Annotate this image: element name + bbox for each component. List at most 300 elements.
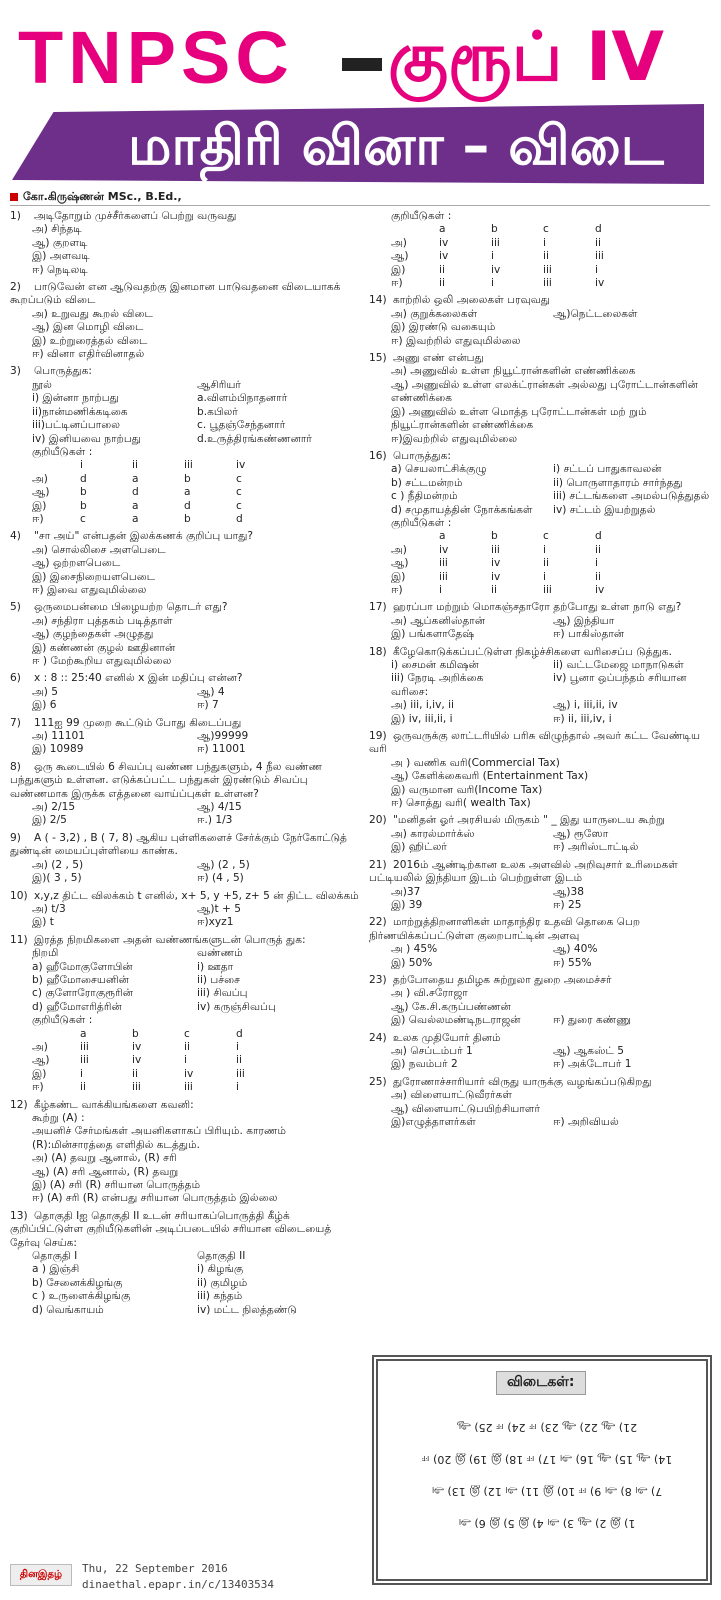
option: இ) வெல்லமண்டிநடராஜன் xyxy=(391,1014,521,1027)
code-cell: ii xyxy=(132,1067,138,1080)
code-cell: iii xyxy=(439,557,448,570)
question xyxy=(10,717,362,757)
code-grid xyxy=(369,223,715,290)
match-header: வண்ணம் xyxy=(197,947,243,960)
match-item: i) ஊதா xyxy=(197,960,234,973)
answer-title: விடைகள்: xyxy=(496,1371,586,1395)
option: இ) 2/5 xyxy=(32,814,67,827)
question-text: தொகுதி Iஐ தொகுதி II உடன் சரியாகப்பொருத்தி கீழ்க் குறிப்பிட்டுள்ள குறியீடுகளின் அடிப்படையில் சரியான விடையைத் தேர்வு செய்க: xyxy=(10,1209,332,1249)
code-cell: a xyxy=(132,512,139,525)
option: அ) விளையாட்டுவீரர்கள் xyxy=(391,1089,512,1102)
question-number: 20) xyxy=(369,814,387,827)
question-number: 5) xyxy=(10,601,21,614)
question xyxy=(10,761,362,828)
code-cell: b xyxy=(184,512,191,525)
publisher-logo: தினஇதழ் xyxy=(10,1564,72,1586)
question xyxy=(10,1210,362,1317)
question xyxy=(369,450,715,597)
question-text: கீழ்கண்ட வாக்கியங்களை கவனி: xyxy=(34,1098,194,1111)
option: ஆ)99999 xyxy=(197,730,249,743)
code-head: d xyxy=(595,223,602,236)
code-cell: d xyxy=(132,486,139,499)
footer-date: Thu, 22 September 2016 xyxy=(82,1562,228,1575)
question-text: ஒருவருக்கு லாட்டரியில் பரிசு விழுந்தால் அவர் கட்ட வேண்டிய வரி xyxy=(369,730,701,756)
option: ஈ)இவற்றில் எதுவுமில்லை xyxy=(391,432,518,445)
question-text: ஒருமைபன்மை பிழையற்ற தொடர் எது? xyxy=(34,601,228,614)
question-text: துரோணாச்சாரியார் விருது யாருக்கு வழங்கப்படுகிறது xyxy=(393,1075,652,1088)
question-text: மாற்றுத்திறனாளிகள் மாதாந்திர உதவி தொகை பெற நிர்ணயிக்கப்பட்டுள்ள குறைபாட்டின் அளவு xyxy=(369,916,641,942)
option: ஈ) 25 xyxy=(553,898,582,911)
code-cell: iii xyxy=(80,1040,89,1053)
code-grid xyxy=(369,530,715,597)
question-number: 23) xyxy=(369,973,387,986)
code-cell: iii xyxy=(80,1054,89,1067)
code-cell: i xyxy=(439,583,442,596)
code-cell: iii xyxy=(491,236,500,249)
option: அ) iii, i,iv, ii xyxy=(391,699,454,712)
option: ஈ) ii, iii,iv, i xyxy=(553,712,612,725)
question-number: 21) xyxy=(369,858,387,871)
code-cell: அ) xyxy=(391,543,407,556)
question-codes xyxy=(369,210,715,290)
match-item: b.கபிலர் xyxy=(197,405,238,418)
option: அ) சிந்தடி xyxy=(32,223,82,236)
match-item: c ) உருளைக்கிழங்கு xyxy=(32,1290,131,1303)
match-item: d) சமுதாயத்தின் நோக்கங்கள் xyxy=(391,503,533,516)
code-cell: அ) xyxy=(391,236,407,249)
option: ஆ) கே.சி.கருப்பண்ணன் xyxy=(391,1000,511,1013)
question-number: 2) xyxy=(10,281,21,294)
square-bullet-icon xyxy=(10,193,18,201)
option: இ) கண்ணன் குழல் ஊதினான் xyxy=(32,641,176,654)
code-cell: இ) xyxy=(391,570,406,583)
answer-row: 21) ஆ 22) ஆ 23) ஈ 24) ஈ 25) ஆ xyxy=(456,1421,638,1434)
code-cell: iv xyxy=(595,277,605,290)
title-dash xyxy=(342,58,382,71)
question-number: 12) xyxy=(10,1098,28,1111)
question xyxy=(369,294,715,348)
question-number: 16) xyxy=(369,449,387,462)
code-grid xyxy=(10,459,362,526)
question-text: உலக முதியோர் தினம் xyxy=(393,1031,501,1044)
option: ஈ) 11001 xyxy=(197,743,246,756)
question-number: 13) xyxy=(10,1209,28,1222)
question-text: பாடுவேன் என ஆடுவதற்கு இனமான பாடுவதனை விடையாகக் கூறப்படும் விடை xyxy=(10,281,341,307)
match-item: c ) நீதிமன்றம் xyxy=(391,490,458,503)
option: ஆ) விளையாட்டுபயிற்சியாளர் xyxy=(391,1102,541,1115)
option: அ) காரல்மார்க்ஸ் xyxy=(391,827,475,840)
match-item: iii) சிவப்பு xyxy=(197,987,248,1000)
code-cell: iii xyxy=(543,583,552,596)
option: அ) 2/15 xyxy=(32,801,76,814)
code-cell: i xyxy=(80,1067,83,1080)
option: ஆ) ரூஸோ xyxy=(553,827,609,840)
code-cell: i xyxy=(491,250,494,263)
match-item: ii) பொருளாதாரம் சார்ந்தது xyxy=(553,476,683,489)
option: ஆ) 40% xyxy=(553,943,598,956)
code-cell: i xyxy=(236,1081,239,1094)
question-number: 22) xyxy=(369,916,387,929)
code-label: குறியீடுகள் : xyxy=(32,1014,93,1027)
code-cell: d xyxy=(236,512,243,525)
question-text: இரத்த நிறமிகளை அதன் வண்ணங்களுடன் பொருத் துக: xyxy=(34,933,306,946)
code-head: c xyxy=(543,223,549,236)
code-cell: அ) xyxy=(32,472,48,485)
question-text: ஒரு கூடையில் 6 சிவப்பு வண்ண பந்துகளும், 4 நீல வண்ண பந்துகளும் உள்ளன. எடுக்கப்பட்ட பந்துகள் இரண்டும் சிவப்பு வண்ணமாக இருக்க எத்தனை வாய்ப்புகள் உள்ளன? xyxy=(10,760,323,800)
question xyxy=(369,916,715,970)
option: அ)37 xyxy=(391,885,421,898)
question xyxy=(10,210,362,277)
code-label: குறியீடுகள் : xyxy=(32,445,93,458)
code-cell: ii xyxy=(439,277,445,290)
code-cell: b xyxy=(80,499,87,512)
header-banner xyxy=(8,10,714,185)
question xyxy=(369,352,715,446)
event-item: ii) வட்டமேஜை மாநாடுகள் xyxy=(553,659,684,671)
option: ஆ) 4/15 xyxy=(197,801,242,814)
code-cell: d xyxy=(184,499,191,512)
option: ஆ) (A) சரி ஆனால், (R) தவறு xyxy=(32,1165,179,1178)
option: ஈ) 7 xyxy=(197,699,219,712)
code-cell: இ) xyxy=(32,499,47,512)
option: இ) பங்களாதேஷ் xyxy=(391,628,475,641)
match-item: d.உருத்திரங்கண்ணனார் xyxy=(197,432,312,445)
code-cell: a xyxy=(132,499,139,512)
option: அ) (2 , 5) xyxy=(32,858,84,871)
question xyxy=(10,601,362,668)
option: இ) இசைநிறையளபெடை xyxy=(32,570,156,583)
code-cell: i xyxy=(543,570,546,583)
option: ஆ) கேளிக்கைவரி (Entertainment Tax) xyxy=(391,770,589,783)
code-cell: iv xyxy=(491,557,501,570)
code-cell: ஈ) xyxy=(32,512,44,525)
question-text: x : 8 :: 25:40 எனில் x இன் மதிப்பு என்ன? xyxy=(34,672,243,685)
answer-row: 7) அ 8) அ 9) ஈ 10) இ 11) அ 12) இ 13) அ xyxy=(431,1485,663,1498)
question-text: 2016ம் ஆண்டிற்கான உலக அளவில் அறிவுசார் உரிமைகள் பட்டியலில் இந்தியா இடம் பெற்றுள்ள இடம் xyxy=(369,858,678,885)
option: அ) t/3 xyxy=(32,902,66,915)
code-cell: ii xyxy=(184,1040,190,1053)
option: இ) 6 xyxy=(32,699,57,712)
code-cell: iv xyxy=(491,263,501,276)
question-number: 1) xyxy=(10,210,21,222)
match-item: a) செயலாட்சிக்குழு xyxy=(391,463,487,476)
option: ஆ) குழந்தைகள் அழுதது xyxy=(32,628,154,641)
option: அ) செப்டம்பர் 1 xyxy=(391,1044,473,1057)
question xyxy=(369,814,715,854)
question-number: 7) xyxy=(10,716,21,729)
event-item: iii) நேரடி அறிக்கை xyxy=(391,672,484,685)
code-head: i xyxy=(80,459,83,472)
match-item: c. பூதஞ்சேந்தனார் xyxy=(197,419,286,432)
code-cell: b xyxy=(184,472,191,485)
match-item: iv) மட்ட நிலத்தண்டு xyxy=(197,1303,297,1316)
question-number: 18) xyxy=(369,645,387,658)
question-number: 11) xyxy=(10,933,28,946)
question-number: 6) xyxy=(10,672,21,685)
code-cell: i xyxy=(595,557,598,570)
code-cell: இ) xyxy=(32,1067,47,1080)
option: அ) சந்திரா புத்தகம் படித்தாள் xyxy=(32,614,173,627)
question xyxy=(10,281,362,361)
option: ஆ) 4 xyxy=(197,685,225,698)
code-cell: iii xyxy=(543,263,552,276)
option: அ) ஆப்கனிஸ்தான் xyxy=(391,614,486,627)
code-cell: ஈ) xyxy=(32,1081,44,1094)
code-cell: i xyxy=(236,1040,239,1053)
option: ஆ)நெட்டலைகள் xyxy=(553,307,638,320)
option: அ) குறுக்கலைகள் xyxy=(391,307,478,320)
question-text: பொருத்துக: xyxy=(393,449,451,462)
question xyxy=(369,601,715,641)
question xyxy=(10,672,362,712)
code-cell: c xyxy=(80,512,86,525)
code-cell: iii xyxy=(491,543,500,556)
code-label: குறியீடுகள் : xyxy=(391,516,452,529)
code-cell: i xyxy=(543,543,546,556)
option: இ) (A) சரி (R) சரியான பொருத்தம் xyxy=(32,1179,201,1192)
option: ஆ) (2 , 5) xyxy=(197,858,250,871)
statement-line: கூற்று (A) : xyxy=(32,1112,85,1124)
code-cell: ஆ) xyxy=(32,486,50,499)
option: ஆ) ஒற்றளபெடை xyxy=(32,557,121,570)
code-cell: iii xyxy=(439,570,448,583)
question-number: 9) xyxy=(10,831,21,844)
question xyxy=(369,646,715,726)
option: அ) (A) தவறு ஆனால், (R) சரி xyxy=(32,1152,177,1165)
match-header: நூல் xyxy=(32,378,52,391)
code-head: c xyxy=(543,530,549,543)
question xyxy=(369,974,715,1028)
match-item: iii) கந்தம் xyxy=(197,1290,243,1303)
code-cell: அ) xyxy=(32,1040,48,1053)
question-number: 14) xyxy=(369,294,387,307)
code-head: d xyxy=(236,1027,243,1040)
option: அ ) வி.சரோஜா xyxy=(391,987,468,1000)
left-column xyxy=(10,210,362,1321)
match-item: a) ஹீமோகுளோபின் xyxy=(32,960,133,973)
code-cell: iv xyxy=(439,543,449,556)
option: அ) 5 xyxy=(32,685,59,698)
option: ஆ) குறளடி xyxy=(32,236,88,249)
match-item: c) குளோரோகுரூரின் xyxy=(32,987,134,1000)
code-cell: iv xyxy=(132,1054,142,1067)
option: ஈ)xyz1 xyxy=(197,916,234,929)
option: இ)எழுத்தாளர்கள் xyxy=(391,1116,476,1128)
code-cell: ii xyxy=(543,557,549,570)
option: ஆ) இன மொழி விடை xyxy=(32,321,144,334)
match-item: iv) கருஞ்சிவப்பு xyxy=(197,1000,276,1013)
code-cell: ii xyxy=(595,236,601,249)
match-item: d) ஹீமோஎரித்ரின் xyxy=(32,1000,122,1013)
code-head: ii xyxy=(132,459,138,472)
code-cell: ii xyxy=(595,570,601,583)
question xyxy=(369,1076,715,1130)
match-item: i) சட்டப் பாதுகாவலன் xyxy=(553,463,662,476)
question-text: பொருத்துக: xyxy=(34,365,92,378)
title-group: குரூப் IV xyxy=(388,18,664,97)
code-cell: iii xyxy=(543,277,552,290)
question-number: 15) xyxy=(369,352,387,365)
answer-box xyxy=(372,1355,712,1585)
answer-row: 14) ஆ 15) ஆ 16) அ 17) ஈ 18) இ 19) இ 20) ஈ xyxy=(421,1453,673,1466)
code-cell: iv xyxy=(439,250,449,263)
question-number: 25) xyxy=(369,1075,387,1088)
option: ஈ) வினா எதிர்வினாதல் xyxy=(32,348,145,361)
question-text: A ( - 3,2) , B ( 7, 8) ஆகிய புள்ளிகளைச் சேர்க்கும் நேர்கோட்டுத் துண்டின் மையப்புள்ளியை காண்க. xyxy=(10,831,347,858)
option: ஆ) ஆகஸ்ட் 5 xyxy=(553,1044,624,1057)
event-item: iv) பூனா ஒப்பந்தம் சரியான xyxy=(553,672,687,685)
question-text: x,y,z திட்ட விலக்கம் t எனில், x+ 5, y +5, z+ 5 ன் திட்ட விலக்கம் xyxy=(34,889,359,902)
option: இ) ஹிட்லர் xyxy=(391,841,447,854)
code-head: b xyxy=(491,223,498,236)
question-text: அடிதோறும் முச்சீர்களைப் பெற்று வருவது xyxy=(34,210,237,222)
option: அ) உறுவது கூறல் விடை xyxy=(32,307,153,320)
code-head: b xyxy=(491,530,498,543)
option: இ) 10989 xyxy=(32,743,84,756)
code-cell: i xyxy=(184,1054,187,1067)
code-cell: iii xyxy=(236,1067,245,1080)
option: ஆ)t + 5 xyxy=(197,902,242,915)
code-cell: iii xyxy=(184,1081,193,1094)
question xyxy=(10,365,362,526)
match-header: நிறமி xyxy=(32,947,59,960)
match-item: b) சேனைக்கிழங்கு xyxy=(32,1276,123,1289)
code-grid xyxy=(10,1028,362,1095)
option: ஈ) பாகிஸ்தான் xyxy=(553,628,625,641)
match-header: தொகுதி I xyxy=(32,1250,78,1263)
option: ஈ.) 1/3 xyxy=(197,814,233,827)
code-cell: ஆ) xyxy=(391,557,409,570)
match-item: a.விளம்பிநாதனார் xyxy=(197,392,288,405)
code-head: iii xyxy=(184,459,193,472)
option: ஈ) சொத்து வரி( wealth Tax) xyxy=(391,797,531,810)
question xyxy=(369,859,715,913)
question xyxy=(10,1099,362,1206)
author-name: கோ.கிருஷ்ணன் MSc., B.Ed., xyxy=(23,190,182,203)
question xyxy=(10,890,362,930)
option: ஈ) அக்டோபர் 1 xyxy=(553,1058,632,1071)
match-item: b) ஹீமோசையனின் xyxy=(32,973,129,986)
match-item: d) வெங்காயம் xyxy=(32,1303,104,1316)
statement-line: அயனிச் சேர்மங்கள் அயனிகளாகப் பிரியும். காரணம் (R):மின்சாரத்தை எளிதில் கடத்தும். xyxy=(32,1125,287,1151)
question xyxy=(369,730,715,810)
code-cell: d xyxy=(80,472,87,485)
option: இ) உற்றுரைத்தல் விடை xyxy=(32,334,148,347)
question-text: கீழேகொடுக்கப்பட்டுள்ள நிகழ்ச்சிகளை வரிசைப்ப டுத்துக. xyxy=(393,645,672,658)
event-item: i) சைமன் கமிஷன் xyxy=(391,659,479,671)
question-number: 19) xyxy=(369,730,387,743)
option: இ) iv, iii,ii, i xyxy=(391,712,453,725)
option: ஆ) இந்தியா xyxy=(553,614,615,627)
match-item: i) இன்னா நாற்பது xyxy=(32,392,119,405)
question-number: 4) xyxy=(10,530,21,543)
code-head: iv xyxy=(236,459,246,472)
match-item: ii) பச்சை xyxy=(197,973,241,986)
match-item: iii)பட்டினப்பாலை xyxy=(32,419,121,432)
option: ஈ) துரை கண்ணு xyxy=(553,1014,632,1027)
option: அ) அணுவில் உள்ள நியூட்ரான்களின் எண்ணிக்கை xyxy=(391,365,636,378)
question xyxy=(10,530,362,597)
code-cell: i xyxy=(595,263,598,276)
code-cell: a xyxy=(184,486,191,499)
question xyxy=(10,934,362,1095)
match-item: iv) இனியவை நாற்பது xyxy=(32,432,141,445)
title-subtitle: மாதிரி வினா – விடை xyxy=(128,114,664,177)
code-cell: ii xyxy=(543,250,549,263)
title-tnpsc: TNPSC xyxy=(18,16,294,99)
question-text: அணு எண் என்பது xyxy=(393,352,484,365)
code-cell: b xyxy=(80,486,87,499)
option: ஆ) அணுவில் உள்ள எலக்ட்ரான்கள் அல்லது புரோட்டான்களின் எண்ணிக்கை xyxy=(391,378,698,405)
author-line xyxy=(10,190,710,206)
code-cell: c xyxy=(236,499,242,512)
option: அ ) 45% xyxy=(391,943,438,956)
footer-url[interactable]: dinaethal.epapr.in/c/13403534 xyxy=(82,1578,275,1591)
match-item: a ) இஞ்சி xyxy=(32,1263,80,1276)
match-item: iii) சட்டங்களை அமல்படுத்துதல் xyxy=(553,490,710,503)
code-head: c xyxy=(184,1027,190,1040)
match-item: ii) குமிழம் xyxy=(197,1276,248,1289)
code-label: குறியீடுகள் : xyxy=(391,210,452,222)
match-header: தொகுதி II xyxy=(197,1250,246,1263)
match-item: i) கிழங்கு xyxy=(197,1263,244,1276)
option: இ) நவம்பர் 2 xyxy=(391,1058,458,1071)
code-head: a xyxy=(439,530,446,543)
option: ஈ) (4 , 5) xyxy=(197,872,244,885)
question-text: காற்றில் ஒலி அலைகள் பரவுவது xyxy=(393,294,550,307)
option: இ) 50% xyxy=(391,956,433,969)
code-cell: இ) xyxy=(391,263,406,276)
answer-row: 1) இ 2) ஆ 3) அ 4) இ 5) இ 6) அ xyxy=(458,1517,636,1530)
option: அ) சொல்லிசை அளபெடை xyxy=(32,543,166,556)
question xyxy=(10,832,362,886)
code-cell: iii xyxy=(595,250,604,263)
question-number: 10) xyxy=(10,889,28,902)
code-cell: c xyxy=(236,486,242,499)
right-column xyxy=(369,210,715,1133)
question-number: 3) xyxy=(10,365,21,378)
code-cell: iv xyxy=(184,1067,194,1080)
question-number: 8) xyxy=(10,760,21,773)
option: ஈ) 55% xyxy=(553,956,592,969)
question-text: 111ஐ 99 முறை கூட்டும் போது கிடைப்பது xyxy=(34,716,242,729)
code-cell: iv xyxy=(595,583,605,596)
code-cell: ii xyxy=(439,263,445,276)
order-label: வரிசை: xyxy=(391,685,429,698)
option: இ) அளவடி xyxy=(32,250,90,263)
footer xyxy=(10,1560,710,1598)
question-number: 24) xyxy=(369,1031,387,1044)
question-number: 17) xyxy=(369,601,387,614)
code-cell: ii xyxy=(236,1054,242,1067)
code-cell: i xyxy=(543,236,546,249)
match-item: b) சட்டமன்றம் xyxy=(391,476,463,489)
code-head: b xyxy=(132,1027,139,1040)
option: ஈ) (A) சரி (R) என்பது சரியான பொருத்தம் இல்லை xyxy=(32,1192,278,1205)
code-cell: ஆ) xyxy=(391,250,409,263)
option: இ) வருமான வரி(Income Tax) xyxy=(391,783,543,796)
code-cell: iii xyxy=(132,1081,141,1094)
question-text: "சா அய்" என்பதன் இலக்கணக் குறிப்பு யாது? xyxy=(34,530,254,543)
code-cell: ii xyxy=(595,543,601,556)
code-cell: ஆ) xyxy=(32,1054,50,1067)
match-header: ஆசிரியர் xyxy=(197,378,241,391)
code-head: d xyxy=(595,530,602,543)
option: ஈ) இவை எதுவுமில்லை xyxy=(32,583,147,596)
code-cell: i xyxy=(491,277,494,290)
question-text: தற்போதைய தமிழக சுற்றுலா துறை அமைச்சர் xyxy=(393,973,612,986)
question-text: "மனிதன் ஓர் அரசியல் மிருகம் " _ இது யாருடைய கூற்று xyxy=(393,814,665,827)
